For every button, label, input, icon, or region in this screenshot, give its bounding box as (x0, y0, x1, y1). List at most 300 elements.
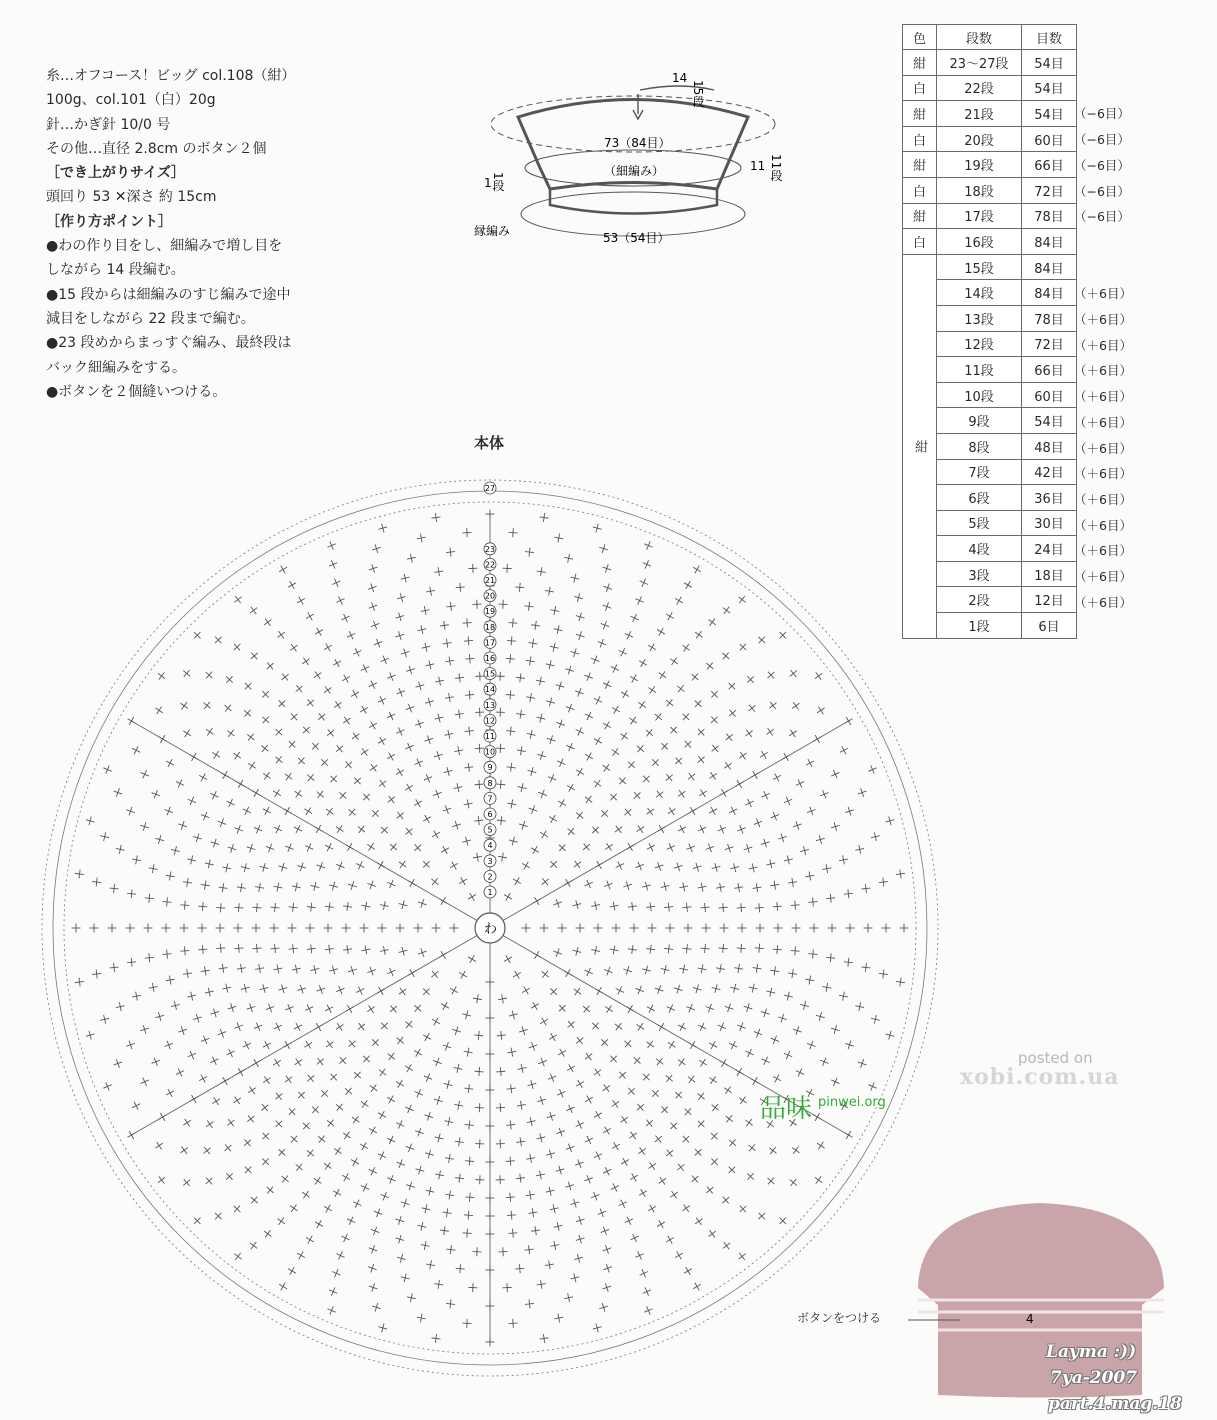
stitch-mark (740, 752, 745, 759)
stitch-mark (464, 767, 473, 768)
stitch-mark (548, 777, 556, 780)
stitch-mark (336, 1104, 343, 1110)
point-4: ●ボタンを２個縫いつける。 (46, 383, 227, 400)
stitch-mark (793, 702, 798, 709)
stitch-mark (813, 897, 814, 906)
stitch-mark (594, 1154, 602, 1158)
stitch-mark (594, 1070, 601, 1075)
stitch-mark (317, 1058, 323, 1065)
stitch-mark (446, 606, 455, 607)
stitch-mark (542, 878, 548, 885)
stitch-mark (603, 1086, 610, 1091)
stitch-mark (405, 1066, 413, 1071)
stitch-mark (308, 774, 314, 781)
stitch-mark (567, 1066, 575, 1071)
stitch-mark (709, 620, 716, 625)
stitch-mark (349, 809, 355, 816)
stitch-mark (332, 581, 340, 585)
header-rows: 段数 (937, 25, 1022, 50)
stitch-mark (659, 825, 664, 833)
stitch-mark (318, 714, 325, 720)
stitch-mark (900, 978, 901, 987)
stitch-mark (178, 1068, 182, 1076)
stitch-mark (513, 973, 521, 978)
stitch-mark (450, 863, 458, 868)
stitch-mark (597, 861, 602, 869)
stitch-mark (711, 772, 716, 779)
stitch-mark (358, 986, 362, 994)
row-number-label: 3 (487, 856, 493, 866)
stitch-mark (639, 661, 647, 666)
cell-stitches: 66目 (1022, 152, 1077, 178)
stitch-mark (540, 1338, 549, 1339)
stitch-mark (587, 968, 591, 976)
row-number-label: 5 (487, 825, 493, 835)
stitch-mark (576, 1123, 584, 1127)
stitch-mark (712, 1104, 718, 1111)
stitch-mark (464, 640, 473, 641)
stitch-mark (347, 1219, 355, 1223)
stitch-mark (290, 1206, 297, 1211)
stitch-mark (725, 762, 730, 769)
stitch-mark (327, 1120, 334, 1126)
shape-top-num: 14 (672, 71, 688, 85)
stitch-mark (621, 1117, 628, 1122)
stitch-mark (114, 884, 115, 893)
stitch-mark (737, 1068, 742, 1076)
cell-row: 13段 (937, 305, 1022, 331)
stitch-mark (644, 1309, 652, 1312)
stitch-mark (506, 1197, 515, 1198)
stitch-mark (235, 1097, 240, 1104)
stitch-mark (669, 843, 673, 851)
stitch-mark (341, 616, 349, 620)
stitch-mark (830, 953, 831, 962)
stitch-mark (535, 897, 540, 905)
stitch-mark (808, 759, 812, 767)
stitch-mark (675, 598, 683, 603)
yarn-line-1: 糸…オフコース！ビッグ col.108（紺） (46, 68, 296, 84)
stitch-mark (639, 1191, 647, 1196)
stitch-mark (516, 1141, 525, 1142)
stitch-mark (603, 1128, 611, 1133)
table-note: （＋6目） (1074, 569, 1132, 584)
stitch-mark (276, 825, 280, 833)
stitch-mark (282, 674, 289, 680)
stitch-mark (352, 1117, 359, 1122)
stitch-mark (540, 517, 549, 518)
stitch-mark (741, 903, 742, 912)
stitch-mark (504, 895, 512, 900)
stitch-mark (465, 694, 474, 695)
stitch-mark (761, 751, 766, 759)
stitch-mark (468, 957, 476, 962)
stitch-mark (168, 1089, 172, 1097)
stitch-mark (185, 1119, 190, 1127)
stitch-mark (798, 779, 802, 787)
stitch-mark (275, 944, 276, 953)
table-note: （−6目） (1074, 132, 1130, 148)
stitch-mark (178, 779, 182, 787)
stitch-mark (390, 880, 394, 888)
stitch-mark (865, 884, 866, 893)
stitch-mark (675, 1253, 683, 1258)
stitch-mark (276, 756, 282, 763)
stitch-mark (701, 1059, 706, 1067)
stitch-mark (228, 1119, 233, 1126)
stitch-mark (815, 735, 820, 743)
stitch-mark (793, 1147, 798, 1154)
stitch-mark (446, 552, 455, 553)
stitch-mark (525, 1249, 534, 1250)
signature-1: Layma :)) (1046, 1342, 1137, 1362)
stitch-mark (415, 761, 423, 765)
stitch-mark (638, 825, 643, 833)
row-number-label: 22 (484, 560, 496, 570)
stitch-mark (848, 958, 849, 967)
stitch-mark (238, 780, 243, 788)
stitch-mark (387, 754, 395, 759)
stitch-mark (513, 879, 521, 884)
stitch-mark (522, 863, 530, 868)
stitch-mark (410, 879, 415, 887)
stitch-mark (387, 1097, 395, 1102)
watermark-posted: posted on (1018, 1049, 1093, 1067)
stitch-mark (693, 1284, 701, 1289)
stitch-mark (234, 1254, 241, 1259)
stitch-mark (644, 544, 652, 547)
hat-shape-diagram (491, 86, 775, 236)
stitch-mark (441, 848, 449, 853)
stitch-mark (316, 825, 321, 833)
stitch-mark (731, 807, 735, 815)
shape-edge-label: 縁編み (474, 224, 511, 238)
stitch-mark (690, 807, 695, 815)
stitch-mark (192, 753, 197, 761)
stitch-mark (432, 1019, 440, 1024)
stitch-mark (405, 745, 413, 749)
stitch-mark (650, 945, 651, 954)
stitch-mark (682, 645, 689, 650)
point-1a: ●わの作り目をし、細編みで増し目を (46, 238, 283, 255)
stitch-mark (212, 791, 216, 799)
size-line: 頭回り 53 ✕深さ 約 15cm (46, 189, 217, 206)
stitch-mark (628, 1005, 633, 1013)
stitch-mark (465, 658, 474, 659)
stitch-mark (606, 843, 611, 850)
stitch-mark (597, 987, 602, 995)
stitch-mark (846, 1131, 851, 1139)
stitch-mark (238, 903, 239, 912)
stitch-mark (455, 714, 464, 715)
stitch-mark (740, 1097, 745, 1104)
stitch-mark (558, 801, 566, 806)
stitch-mark (334, 1149, 341, 1154)
stitch-mark (540, 1019, 548, 1024)
stitch-mark (691, 1176, 698, 1182)
stitch-mark (507, 767, 516, 768)
stitch-mark (531, 848, 539, 853)
stitch-mark (337, 825, 342, 833)
other-line: その他…直径 2.8cm のボタン２個 (46, 140, 267, 157)
stitch-mark (700, 825, 704, 833)
row-number-label: 16 (484, 654, 496, 663)
stitch-mark (341, 1236, 349, 1240)
stitch-mark (378, 739, 386, 744)
stitch-mark (459, 973, 467, 978)
stitch-mark (329, 902, 330, 911)
stitch-mark (883, 970, 884, 979)
stitch-mark (311, 903, 312, 912)
stitch-mark (264, 620, 271, 625)
stitch-mark (296, 686, 303, 692)
stitch-mark (302, 1192, 309, 1197)
stitch-mark (818, 707, 823, 715)
stitch-mark (351, 1160, 359, 1165)
stitch-mark (342, 676, 350, 681)
stitch-mark (612, 708, 620, 713)
stitch-mark (625, 1219, 633, 1223)
cell-stitches: 78目 (1022, 203, 1077, 229)
cell-stitches: 54目 (1022, 101, 1077, 127)
stitch-mark (679, 1059, 684, 1066)
stitch-mark (611, 1186, 619, 1190)
stitch-mark (306, 1041, 311, 1049)
row-number-label: 27 (484, 484, 496, 493)
stitch-mark (424, 1076, 432, 1079)
stitch-mark (786, 797, 790, 805)
stitch-mark (256, 825, 260, 833)
stitch-mark (337, 1023, 342, 1031)
stitch-mark (748, 799, 752, 807)
stitch-mark (535, 951, 540, 959)
stitch-mark (833, 1078, 837, 1086)
stitch-mark (770, 702, 776, 709)
stitch-mark (753, 1077, 758, 1085)
cell-stitches: 72目 (1022, 331, 1077, 357)
stitch-mark (690, 1041, 695, 1049)
stitch-mark (358, 861, 362, 869)
stitch-mark (423, 817, 431, 822)
stitch-mark (659, 673, 666, 678)
stitch-mark (635, 599, 643, 603)
stitch-mark (657, 1222, 665, 1227)
stitch-mark (256, 944, 257, 953)
stitch-mark (506, 1124, 515, 1125)
stitch-mark (245, 807, 249, 815)
stitch-mark (625, 633, 633, 637)
stitch-mark (378, 698, 386, 702)
stitch-mark (456, 587, 465, 588)
stitch-mark (106, 1082, 109, 1090)
stitch-mark (369, 1128, 377, 1133)
stitch-mark (368, 843, 373, 850)
stitch-mark (516, 714, 525, 715)
stitch-mark (190, 797, 194, 805)
stitch-mark (625, 1040, 631, 1047)
stitch-mark (463, 623, 472, 624)
section-divider (131, 928, 490, 1136)
stitch-mark (225, 705, 231, 712)
stitch-mark (106, 765, 109, 773)
row-number-label: 12 (484, 716, 496, 726)
stitch-mark (621, 734, 628, 739)
stitch-mark (369, 723, 377, 728)
stitch-mark (160, 1113, 165, 1121)
section-divider (490, 721, 849, 929)
stitch-mark (414, 801, 422, 806)
stitch-mark (250, 1243, 257, 1248)
stitch-mark (900, 870, 901, 879)
stitch-mark (297, 1253, 305, 1258)
stitch-mark (327, 808, 332, 815)
stitch-mark (446, 1249, 455, 1250)
table-note: （＋6目） (1074, 491, 1132, 507)
stitch-mark (327, 1309, 335, 1312)
stitch-mark (290, 645, 297, 650)
table-note: （＋6目） (1074, 389, 1132, 405)
stitch-mark (296, 1059, 301, 1066)
stitch-mark (507, 1088, 516, 1089)
stitch-mark (343, 1133, 350, 1138)
cell-row: 8段 (937, 433, 1022, 459)
stitch-mark (379, 781, 386, 786)
stitch-mark (329, 1290, 337, 1294)
table-note: （＋6目） (1074, 337, 1132, 353)
stitch-mark (370, 1086, 377, 1091)
row-number-label: 4 (487, 841, 493, 851)
stitch-mark (441, 951, 446, 959)
stitch-mark (254, 789, 258, 797)
stitch-mark (594, 781, 601, 786)
stitch-mark (333, 1191, 341, 1196)
stitch-mark (379, 861, 384, 869)
stitch-mark (129, 717, 134, 725)
stitch-mark (566, 879, 571, 887)
cell-color: 紺 (903, 101, 937, 127)
stitch-mark (515, 1268, 524, 1269)
stitch-mark (670, 659, 677, 664)
stitch-mark (223, 771, 228, 779)
stitch-mark (525, 552, 534, 553)
stitch-mark (278, 632, 285, 637)
stitch-mark (238, 1068, 243, 1076)
stitch-mark (405, 785, 413, 790)
cell-stitches: 84目 (1022, 280, 1077, 306)
stitch-mark (726, 734, 732, 741)
stitch-mark (603, 765, 610, 770)
stitch-mark (275, 790, 280, 798)
stitch-mark (722, 1059, 727, 1067)
stitch-mark (368, 1005, 373, 1012)
stitch-mark (96, 970, 97, 979)
stitch-mark (296, 1023, 300, 1031)
stitch-mark (540, 832, 548, 837)
stitch-mark (508, 623, 517, 624)
stitch-mark (848, 889, 849, 898)
stitch-mark (234, 597, 241, 602)
stitch-mark (276, 1023, 280, 1031)
row-number-label: 13 (484, 700, 496, 710)
row-number-label: 10 (484, 747, 496, 757)
stitch-mark (396, 1082, 404, 1087)
stitch-mark (134, 1102, 138, 1110)
stitch-mark (275, 903, 276, 912)
stitch-mark (360, 1144, 368, 1149)
stitch-mark (549, 817, 557, 822)
section-divider (131, 721, 493, 929)
stitch-mark (306, 807, 311, 815)
stitch-mark (465, 1161, 474, 1162)
stitch-mark (339, 986, 342, 994)
stitch-mark (336, 1254, 344, 1258)
stitch-mark (566, 745, 574, 749)
stitch-mark (432, 971, 438, 978)
point-3b: バック細編みをする。 (46, 359, 186, 376)
cell-row: 12段 (937, 331, 1022, 357)
stitch-mark (220, 944, 221, 953)
cell-stitches: 42目 (1022, 459, 1077, 485)
stitch-mark (202, 945, 203, 954)
stitch-mark (496, 1107, 505, 1108)
stitch-mark (566, 969, 571, 977)
stitch-mark (549, 1035, 557, 1040)
stitch-mark (630, 616, 638, 620)
stitch-mark (670, 1192, 677, 1197)
stitch-mark (432, 832, 440, 837)
table-note: （−6目） (1074, 106, 1130, 122)
chart-title: 本体 (474, 434, 505, 452)
table-note: （−6目） (1074, 209, 1130, 225)
stitch-mark (314, 1178, 321, 1183)
stitch-mark (369, 1169, 377, 1173)
stitch-mark (327, 1005, 331, 1013)
stitch-mark (159, 672, 164, 679)
table-note: （＋6目） (1074, 414, 1132, 430)
stitch-mark (668, 903, 669, 912)
stitch-mark (522, 988, 530, 993)
stitch-mark (432, 878, 438, 885)
stitch-mark (456, 1268, 465, 1269)
stitch-mark (679, 790, 684, 797)
stitch-mark (768, 728, 773, 735)
stitch-mark (264, 772, 269, 779)
stitch-mark (646, 730, 653, 736)
stitch-mark (684, 583, 692, 588)
stitch-mark (465, 731, 474, 732)
stitch-mark (248, 1115, 254, 1122)
stitch-mark (406, 1022, 413, 1028)
cell-row: 6段 (937, 485, 1022, 511)
stitch-mark (689, 773, 694, 780)
stitch-mark (786, 1051, 790, 1059)
stitch-mark (462, 532, 471, 533)
shape-method: （細編み） (604, 164, 665, 178)
stitch-mark (504, 957, 512, 962)
stitch-mark (79, 870, 80, 879)
cell-stitches: 60目 (1022, 382, 1077, 408)
stitch-mark (723, 1243, 730, 1248)
stitch-mark (370, 765, 377, 770)
row-number-label: 7 (487, 794, 493, 804)
stitch-mark (770, 1147, 776, 1154)
stitch-mark (759, 903, 760, 912)
shape-bottom-size: 53（54目） (603, 231, 670, 245)
stitch-mark (548, 1076, 556, 1079)
stitch-mark (279, 1284, 287, 1289)
row-number-label: 2 (487, 872, 493, 882)
stitch-mark (725, 1087, 730, 1094)
